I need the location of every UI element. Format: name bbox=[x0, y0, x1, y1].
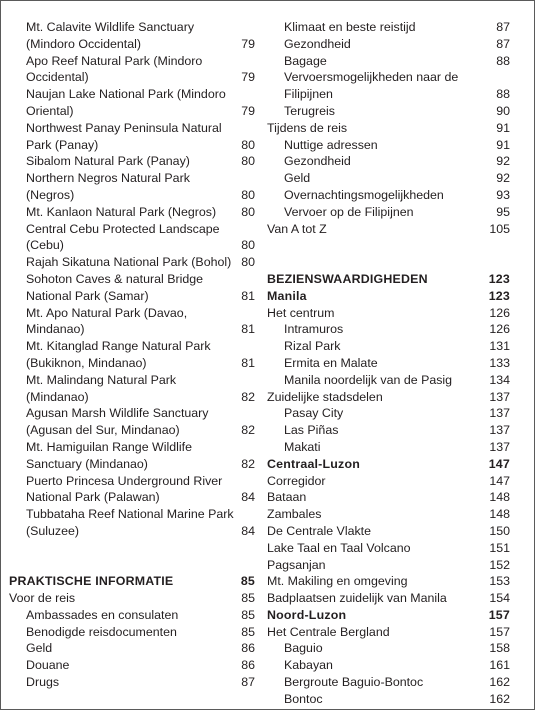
toc-column-right bbox=[267, 19, 510, 708]
toc-entry-intramuros[interactable] bbox=[267, 321, 510, 338]
toc-entry-title: Mt. Apo Natural Park (Davao, Mindanao) bbox=[26, 305, 188, 337]
toc-entry-title: PRAKTISCHE INFORMATIE bbox=[9, 574, 174, 589]
toc-entry-corregidor[interactable] bbox=[267, 473, 510, 490]
toc-entry-page-number: 92 bbox=[496, 171, 510, 186]
toc-entry-zuidelijke-stadsdelen[interactable] bbox=[267, 389, 510, 406]
section-gap bbox=[267, 237, 510, 271]
toc-entry-page-number: 86 bbox=[241, 658, 255, 673]
toc-entry-page-number: 81 bbox=[241, 322, 255, 337]
toc-entry-title: Drugs bbox=[26, 675, 60, 690]
toc-entry-page-number: 137 bbox=[489, 389, 510, 404]
toc-entry-title: Pasay City bbox=[284, 406, 344, 421]
toc-entry-lake-taal-en-taal-volcano[interactable] bbox=[267, 540, 510, 557]
toc-entry-page-number: 85 bbox=[241, 624, 255, 639]
toc-entry-title: Gezondheid bbox=[284, 154, 351, 169]
toc-entry-apo-reef-natural-park-mindoro-occidental[interactable] bbox=[9, 53, 255, 87]
toc-entry-title: Puerto Princesa Underground River National Park (Palawan) bbox=[26, 473, 223, 505]
toc-entry-page-number: 79 bbox=[241, 70, 255, 85]
toc-entry-page-number: 87 bbox=[496, 20, 510, 34]
toc-entry-title: Van A tot Z bbox=[267, 221, 327, 236]
toc-entry-page-number: 81 bbox=[241, 355, 255, 370]
toc-entry-title: Manila bbox=[267, 288, 307, 303]
toc-entry-title: Rizal Park bbox=[284, 339, 341, 354]
toc-entry-page-number: 93 bbox=[496, 187, 510, 202]
toc-entry-mt-malindang-natural-park-mindanao[interactable] bbox=[9, 372, 255, 406]
toc-entry-title: Zambales bbox=[267, 507, 322, 522]
toc-entry-title: Northern Negros Natural Park (Negros) bbox=[26, 171, 190, 202]
toc-entry-page-number: 81 bbox=[241, 288, 255, 303]
toc-entry-page-number: 158 bbox=[489, 641, 510, 656]
toc-entry-page-number: 162 bbox=[489, 675, 510, 690]
toc-entry-page-number: 154 bbox=[489, 591, 510, 606]
toc-section-praktische-informatie[interactable] bbox=[9, 573, 255, 590]
toc-entry-title: Baguio bbox=[284, 641, 323, 656]
toc-entry-title: Tubbataha Reef National Marine Park (Suluzee) bbox=[26, 507, 234, 538]
toc-entry-page-number: 80 bbox=[241, 204, 255, 219]
toc-entry-page-number: 88 bbox=[496, 87, 510, 102]
toc-entry-drugs[interactable] bbox=[9, 674, 255, 691]
toc-entry-page-number: 92 bbox=[496, 154, 510, 169]
toc-entry-page-number: 152 bbox=[489, 557, 510, 572]
toc-entry-page-number: 80 bbox=[241, 238, 255, 253]
toc-entry-title: Mt. Kitanglad Range Natural Park (Bukiknon, Mindanao) bbox=[26, 339, 211, 370]
toc-entry-page-number: 150 bbox=[489, 523, 510, 538]
toc-entry-page-number: 162 bbox=[489, 691, 510, 706]
toc-entry-title: Ambassades en consulaten bbox=[26, 607, 179, 622]
toc-entry-las-pinas[interactable] bbox=[267, 422, 510, 439]
toc-entry-manila-noordelijk-van-de-pasig[interactable] bbox=[267, 372, 510, 389]
toc-entry-geld[interactable] bbox=[267, 170, 510, 187]
toc-section-centraal-luzon[interactable] bbox=[267, 456, 510, 473]
toc-entry-klimaat-en-beste-reistijd[interactable] bbox=[267, 19, 510, 36]
toc-entry-page-number: 153 bbox=[489, 574, 510, 589]
section-gap bbox=[9, 540, 255, 574]
toc-entry-page-number: 80 bbox=[241, 154, 255, 169]
toc-entry-rajah-sikatuna-national-park-bohol[interactable] bbox=[9, 254, 255, 271]
toc-entry-page-number: 84 bbox=[241, 490, 255, 505]
toc-entry-title: Mt. Hamiguilan Range Wildlife Sanctuary (Mindanao) bbox=[26, 439, 192, 471]
toc-entry-title: Overnachtingsmogelijkheden bbox=[284, 187, 444, 202]
toc-entry-page-number: 79 bbox=[241, 103, 255, 118]
toc-entry-zambales[interactable] bbox=[267, 506, 510, 523]
toc-entry-page-number: 86 bbox=[241, 641, 255, 656]
toc-entry-makati[interactable] bbox=[267, 439, 510, 456]
toc-entry-title: Bagage bbox=[284, 53, 327, 68]
toc-entry-page-number: 126 bbox=[489, 305, 510, 320]
toc-entry-page-number: 123 bbox=[488, 271, 510, 286]
toc-entry-page-number: 87 bbox=[241, 675, 255, 690]
toc-entry-title: Badplaatsen zuidelijk van Manila bbox=[267, 591, 447, 606]
toc-entry-page-number: 85 bbox=[241, 591, 255, 606]
toc-entry-page-number: 85 bbox=[240, 574, 255, 589]
toc-entry-page-number: 126 bbox=[489, 322, 510, 337]
toc-entry-title: Mt. Calavite Wildlife Sanctuary (Mindoro Occidental) bbox=[26, 20, 195, 51]
toc-entry-title: Mt. Malindang Natural Park (Mindanao) bbox=[26, 372, 177, 404]
toc-entry-page-number: 123 bbox=[488, 288, 510, 303]
toc-section-manila[interactable] bbox=[267, 288, 510, 305]
toc-entry-de-centrale-vlakte[interactable] bbox=[267, 523, 510, 540]
toc-entry-het-centrale-bergland[interactable] bbox=[267, 624, 510, 641]
toc-entry-title: Sibalom Natural Park (Panay) bbox=[26, 154, 190, 169]
toc-entry-title: Vervoersmogelijkheden naar de Filipijnen bbox=[284, 70, 459, 102]
toc-entry-ambassades-en-consulaten[interactable] bbox=[9, 607, 255, 624]
toc-entry-van-a-tot-z[interactable] bbox=[267, 221, 510, 238]
toc-entry-northwest-panay-peninsula-natural-park-panay[interactable] bbox=[9, 120, 255, 154]
toc-entry-title: Corregidor bbox=[267, 473, 326, 488]
toc-entry-mt-apo-natural-park-davao-mindanao[interactable] bbox=[9, 305, 255, 339]
toc-entry-mt-hamiguilan-range-wildlife-sanctuary-mindanao[interactable] bbox=[9, 439, 255, 473]
toc-entry-title: Pagsanjan bbox=[267, 557, 326, 572]
toc-entry-title: Rajah Sikatuna National Park (Bohol) bbox=[26, 255, 232, 270]
toc-entry-nuttige-adressen[interactable] bbox=[267, 137, 510, 154]
toc-entry-page-number: 161 bbox=[489, 658, 510, 673]
toc-entry-geld[interactable] bbox=[9, 640, 255, 657]
toc-entry-page-number: 82 bbox=[241, 423, 255, 438]
toc-entry-title: Tijdens de reis bbox=[267, 120, 348, 135]
toc-entry-page-number: 80 bbox=[241, 187, 255, 202]
toc-entry-page-number: 147 bbox=[489, 473, 510, 488]
toc-entry-title: Vervoer op de Filipijnen bbox=[284, 204, 414, 219]
toc-entry-gezondheid[interactable] bbox=[267, 36, 510, 53]
toc-entry-page-number: 137 bbox=[489, 406, 510, 421]
toc-entry-page-number: 131 bbox=[489, 339, 510, 354]
toc-entry-page-number: 151 bbox=[489, 540, 510, 555]
toc-entry-overnachtingsmogelijkheden[interactable] bbox=[267, 187, 510, 204]
toc-entry-northern-negros-natural-park-negros[interactable] bbox=[9, 170, 255, 204]
toc-entry-page-number: 95 bbox=[496, 204, 510, 219]
toc-entry-bataan[interactable] bbox=[267, 489, 510, 506]
toc-entry-gezondheid[interactable] bbox=[267, 153, 510, 170]
toc-entry-title: Douane bbox=[26, 658, 70, 673]
toc-entry-title: Makati bbox=[284, 439, 321, 454]
toc-entry-title: Geld bbox=[26, 641, 53, 656]
toc-entry-title: Kabayan bbox=[284, 658, 333, 673]
toc-entry-terugreis[interactable] bbox=[267, 103, 510, 120]
toc-entry-title: Northwest Panay Peninsula Natural Park (Panay) bbox=[26, 120, 222, 152]
toc-entry-page-number: 90 bbox=[496, 103, 510, 118]
toc-entry-sibalom-natural-park-panay[interactable] bbox=[9, 153, 255, 170]
toc-entry-benodigde-reisdocumenten[interactable] bbox=[9, 624, 255, 641]
toc-entry-title: Terugreis bbox=[284, 103, 335, 118]
toc-entry-page-number: 137 bbox=[489, 423, 510, 438]
toc-entry-bergroute-baguio-bontoc[interactable] bbox=[267, 674, 510, 691]
toc-entry-page-number: 84 bbox=[241, 523, 255, 538]
toc-entry-pagsanjan[interactable] bbox=[267, 557, 510, 574]
toc-entry-tijdens-de-reis[interactable] bbox=[267, 120, 510, 137]
toc-entry-title: Gezondheid bbox=[284, 36, 351, 51]
toc-entry-pasay-city[interactable] bbox=[267, 405, 510, 422]
toc-entry-het-centrum[interactable] bbox=[267, 305, 510, 322]
toc-entry-page-number: 137 bbox=[489, 439, 510, 454]
toc-entry-naujan-lake-national-park-mindoro-oriental[interactable] bbox=[9, 86, 255, 120]
toc-entry-page-number: 147 bbox=[488, 456, 510, 471]
toc-entry-title: Bataan bbox=[267, 490, 307, 505]
toc-entry-title: Mt. Kanlaon Natural Park (Negros) bbox=[26, 204, 217, 219]
toc-column-left bbox=[9, 19, 255, 691]
toc-entry-title: Ermita en Malate bbox=[284, 355, 378, 370]
toc-entry-title: De Centrale Vlakte bbox=[267, 523, 371, 538]
toc-entry-page-number: 88 bbox=[496, 53, 510, 68]
toc-entry-bontoc[interactable] bbox=[267, 691, 510, 708]
toc-entry-page-number: 157 bbox=[488, 607, 510, 622]
toc-entry-title: Bergroute Baguio-Bontoc bbox=[284, 675, 424, 690]
toc-entry-vervoer-op-de-filipijnen[interactable] bbox=[267, 204, 510, 221]
toc-entry-page-number: 87 bbox=[496, 36, 510, 51]
toc-entry-page-number: 79 bbox=[241, 36, 255, 51]
toc-entry-mt-calavite-wildlife-sanctuary-mindoro-occidental[interactable] bbox=[9, 19, 255, 53]
toc-entry-title: Las Piñas bbox=[284, 423, 339, 438]
toc-entry-title: Bontoc bbox=[284, 691, 323, 706]
toc-entry-title: Noord-Luzon bbox=[267, 607, 347, 622]
toc-entry-title: Geld bbox=[284, 171, 311, 186]
toc-entry-title: Zuidelijke stadsdelen bbox=[267, 389, 383, 404]
toc-entry-title: BEZIENSWAARDIGHEDEN bbox=[267, 271, 428, 286]
toc-entry-title: Central Cebu Protected Landscape (Cebu) bbox=[26, 221, 220, 253]
toc-entry-page-number: 82 bbox=[241, 456, 255, 471]
toc-entry-page-number: 148 bbox=[489, 490, 510, 505]
toc-entry-kabayan[interactable] bbox=[267, 657, 510, 674]
toc-entry-bagage[interactable] bbox=[267, 53, 510, 70]
toc-entry-title: Benodigde reisdocumenten bbox=[26, 624, 177, 639]
toc-section-noord-luzon[interactable] bbox=[267, 607, 510, 624]
toc-entry-title: Sohoton Caves & natural Bridge National Park (Samar) bbox=[26, 271, 204, 303]
toc-entry-page-number: 82 bbox=[241, 389, 255, 404]
toc-entry-title: Centraal-Luzon bbox=[267, 456, 360, 471]
toc-entry-title: Naujan Lake National Park (Mindoro Oriental) bbox=[26, 87, 226, 118]
toc-entry-page-number: 105 bbox=[489, 221, 510, 236]
toc-entry-page-number: 85 bbox=[241, 607, 255, 622]
toc-entry-page-number: 134 bbox=[489, 372, 510, 387]
toc-entry-page-number: 133 bbox=[489, 355, 510, 370]
toc-entry-sohoton-caves-natural-bridge-national-park-samar[interactable] bbox=[9, 271, 255, 305]
toc-entry-page-number: 80 bbox=[241, 137, 255, 152]
toc-entry-mt-makiling-en-omgeving[interactable] bbox=[267, 573, 510, 590]
toc-entry-page-number: 91 bbox=[496, 137, 510, 152]
toc-entry-title: Mt. Makiling en omgeving bbox=[267, 574, 408, 589]
toc-entry-title: Manila noordelijk van de Pasig bbox=[284, 372, 453, 387]
toc-section-bezienswaardigheden[interactable] bbox=[267, 271, 510, 288]
toc-entry-ermita-en-malate[interactable] bbox=[267, 355, 510, 372]
toc-entry-title: Intramuros bbox=[284, 322, 344, 337]
toc-entry-title: Het Centrale Bergland bbox=[267, 624, 390, 639]
toc-entry-title: Klimaat en beste reistijd bbox=[284, 20, 416, 34]
toc-entry-page-number: 91 bbox=[496, 120, 510, 135]
toc-entry-rizal-park[interactable] bbox=[267, 338, 510, 355]
toc-entry-title: Apo Reef Natural Park (Mindoro Occidental) bbox=[26, 53, 203, 85]
toc-entry-badplaatsen-zuidelijk-van-manila[interactable] bbox=[267, 590, 510, 607]
toc-entry-title: Het centrum bbox=[267, 305, 335, 320]
toc-entry-page-number: 148 bbox=[489, 507, 510, 522]
toc-entry-page-number: 80 bbox=[241, 255, 255, 270]
toc-entry-page-number: 157 bbox=[489, 624, 510, 639]
toc-entry-title: Lake Taal en Taal Volcano bbox=[267, 540, 411, 555]
toc-entry-agusan-marsh-wildlife-sanctuary-agusan-del-sur-mindanao[interactable] bbox=[9, 405, 255, 439]
toc-entry-central-cebu-protected-landscape-cebu[interactable] bbox=[9, 221, 255, 255]
toc-entry-baguio[interactable] bbox=[267, 640, 510, 657]
toc-entry-title: Nuttige adressen bbox=[284, 137, 378, 152]
toc-entry-title: Voor de reis bbox=[9, 591, 76, 606]
toc-entry-tubbataha-reef-national-marine-park-suluzee[interactable] bbox=[9, 506, 255, 540]
toc-entry-douane[interactable] bbox=[9, 657, 255, 674]
toc-entry-vervoersmogelijkheden-naar-de-filipijnen[interactable] bbox=[267, 69, 510, 103]
toc-entry-mt-kanlaon-natural-park-negros[interactable] bbox=[9, 204, 255, 221]
toc-entry-voor-de-reis[interactable] bbox=[9, 590, 255, 607]
toc-entry-puerto-princesa-underground-river-national-park-palawan[interactable] bbox=[9, 473, 255, 507]
toc-entry-title: Agusan Marsh Wildlife Sanctuary (Agusan del Sur, Mindanao) bbox=[26, 406, 209, 438]
toc-entry-mt-kitanglad-range-natural-park-bukiknon-mindanao[interactable] bbox=[9, 338, 255, 372]
